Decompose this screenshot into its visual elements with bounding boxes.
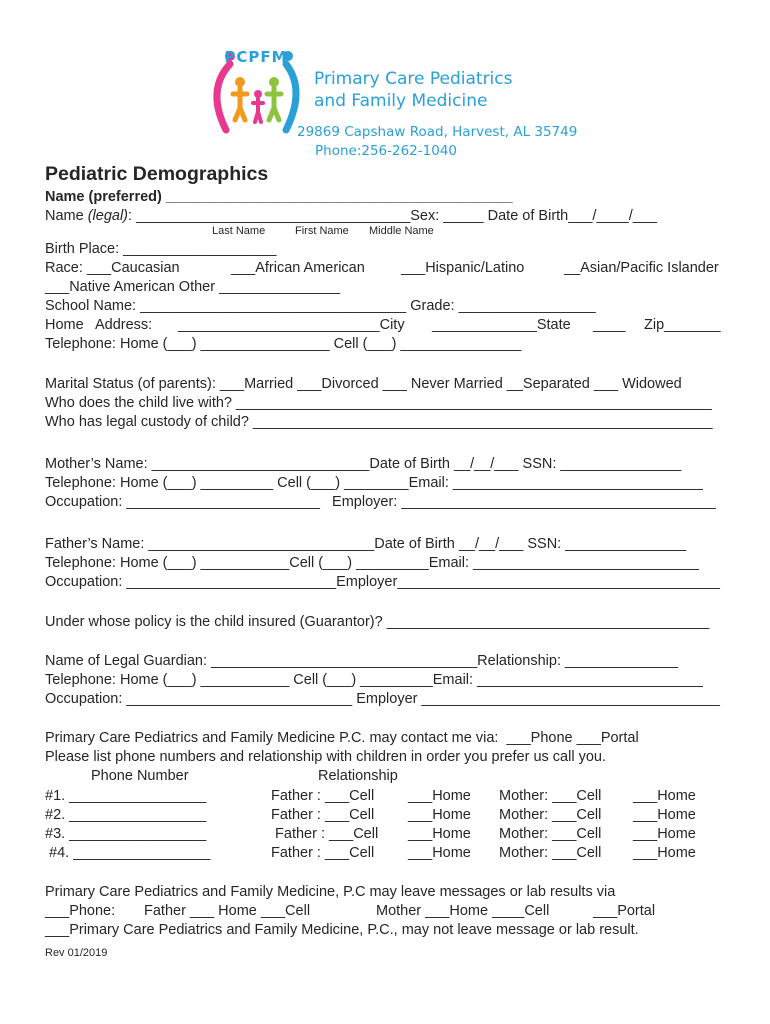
father-cell-option[interactable]: Father : ___Cell — [271, 807, 375, 823]
name-legal-paren: (legal) — [87, 208, 129, 224]
org-phone: Phone:256-262-1040 — [315, 143, 458, 159]
logo-text: PCPFM — [224, 48, 288, 66]
guardian-name-row[interactable]: Name of Legal Guardian: _________________________________Relationship: ______________ — [45, 653, 678, 669]
pcpfm-logo — [200, 42, 312, 140]
school-grade-row[interactable]: School Name: _________________________________ Grade: _________________ — [45, 298, 596, 314]
org-name-line1: Primary Care Pediatrics — [314, 69, 513, 89]
father-home-option[interactable]: ___Home — [408, 845, 471, 861]
phone-number-field[interactable]: #3. _________________ — [45, 826, 207, 842]
name-preferred-row — [45, 188, 513, 206]
father-cell-option[interactable]: Father : ___Cell — [271, 845, 375, 861]
mother-cell-option[interactable]: Mother: ___Cell — [499, 788, 602, 804]
lives-with-field[interactable]: Who does the child live with? ___________________________________________________________ — [45, 395, 712, 411]
mother-occupation-row[interactable]: Occupation: ________________________ Employer: _______________________________________ — [45, 494, 716, 510]
org-name-line2: and Family Medicine — [314, 91, 488, 111]
revision-label: Rev 01/2019 — [45, 947, 108, 959]
messages-phone-option[interactable]: ___Phone: — [45, 903, 116, 919]
messages-portal-option[interactable]: ___Portal — [593, 903, 656, 919]
contact-instructions: Please list phone numbers and relationship with children in order you prefer us call you. — [45, 749, 606, 765]
birth-place-field[interactable]: Birth Place: ___________________ — [45, 241, 277, 257]
race-hispanic-option[interactable]: ___Hispanic/Latino — [401, 260, 525, 276]
father-occupation-row[interactable]: Occupation: __________________________Employer________________________________________ — [45, 574, 720, 590]
mother-name-row[interactable]: Mother’s Name: ___________________________Date of Birth __/__/___ SSN: _______________ — [45, 456, 682, 472]
mother-home-option[interactable]: ___Home — [633, 826, 696, 842]
sub-middle-name: Middle Name — [369, 225, 434, 237]
father-home-option[interactable]: ___Home — [408, 826, 471, 842]
sub-first-name: First Name — [295, 225, 349, 237]
messages-decline-option[interactable]: ___Primary Care Pediatrics and Family Medicine, P.C., may not leave message or lab result. — [45, 922, 639, 938]
mother-cell-option[interactable]: Mother: ___Cell — [499, 845, 602, 861]
contact-method-row[interactable]: Primary Care Pediatrics and Family Medicine P.C. may contact me via: ___Phone ___Portal — [45, 730, 639, 746]
race-caucasian-option[interactable]: Race: ___Caucasian — [45, 260, 180, 276]
col-relationship: Relationship — [318, 768, 398, 784]
guardian-occupation-row[interactable]: Occupation: ____________________________ Employer _____________________________________ — [45, 691, 720, 707]
mother-cell-option[interactable]: Mother: ___Cell — [499, 826, 602, 842]
logo-arc-right — [286, 64, 296, 130]
org-address: 29869 Capshaw Road, Harvest, AL 35749 — [297, 124, 578, 140]
mother-cell-option[interactable]: Mother: ___Cell — [499, 807, 602, 823]
home-address-city-field[interactable]: _________________________City — [178, 317, 405, 333]
col-phone-number: Phone Number — [91, 768, 189, 784]
name-legal-field[interactable]: : __________________________________Sex: _____ Date of Birth___/____/___ — [128, 208, 657, 224]
name-preferred-label: Name (preferred) — [45, 189, 162, 205]
mother-home-option[interactable]: ___Home — [633, 807, 696, 823]
logo-arc-left — [217, 64, 230, 130]
messages-mother-options[interactable]: Mother ___Home ____Cell — [376, 903, 550, 919]
father-telephone-row[interactable]: Telephone: Home (___) ___________Cell (___) _________Email: ____________________________ — [45, 555, 699, 571]
home-address-state-field[interactable]: _____________State — [432, 317, 571, 333]
father-cell-option[interactable]: Father : ___Cell — [271, 826, 379, 842]
home-address-label: Home Address: — [45, 317, 153, 333]
page-title: Pediatric Demographics — [45, 163, 269, 185]
phone-number-field[interactable]: #2. _________________ — [45, 807, 207, 823]
guarantor-field[interactable]: Under whose policy is the child insured (Guarantor)? ________________________________________ — [45, 614, 710, 630]
messages-father-options[interactable]: Father ___ Home ___Cell — [144, 903, 311, 919]
race-native-option[interactable]: ___Native American Other _______________ — [45, 279, 341, 295]
telephone-row[interactable]: Telephone: Home (___) ________________ Cell (___) _______________ — [45, 336, 522, 352]
messages-intro: Primary Care Pediatrics and Family Medicine, P.C may leave messages or lab results via — [45, 884, 616, 900]
name-legal-label: Name — [45, 208, 88, 224]
marital-status-row[interactable]: Marital Status (of parents): ___Married ___Divorced ___ Never Married __Separated ___ Widowed — [45, 376, 682, 392]
father-name-row[interactable]: Father’s Name: ____________________________Date of Birth __/__/___ SSN: _______________ — [45, 536, 687, 552]
legal-custody-field[interactable]: Who has legal custody of child? _________________________________________________________ — [45, 414, 713, 430]
race-african-option[interactable]: ___African American — [231, 260, 365, 276]
name-preferred-field[interactable]: ___________________________________________ — [161, 189, 513, 205]
guardian-telephone-row[interactable]: Telephone: Home (___) ___________ Cell (___) _________Email: ____________________________ — [45, 672, 703, 688]
mother-home-option[interactable]: ___Home — [633, 788, 696, 804]
mother-home-option[interactable]: ___Home — [633, 845, 696, 861]
home-address-separator: ____ — [593, 317, 626, 333]
mother-telephone-row[interactable]: Telephone: Home (___) _________ Cell (___) ________Email: _______________________________ — [45, 475, 703, 491]
name-legal-row[interactable] — [45, 207, 657, 225]
father-home-option[interactable]: ___Home — [408, 807, 471, 823]
phone-number-field[interactable]: #1. _________________ — [45, 788, 207, 804]
father-cell-option[interactable]: Father : ___Cell — [271, 788, 375, 804]
race-asian-option[interactable]: __Asian/Pacific Islander — [564, 260, 719, 276]
phone-number-field[interactable]: #4. _________________ — [45, 845, 211, 861]
father-home-option[interactable]: ___Home — [408, 788, 471, 804]
home-address-zip-field[interactable]: Zip_______ — [644, 317, 721, 333]
sub-last-name: Last Name — [212, 225, 266, 237]
